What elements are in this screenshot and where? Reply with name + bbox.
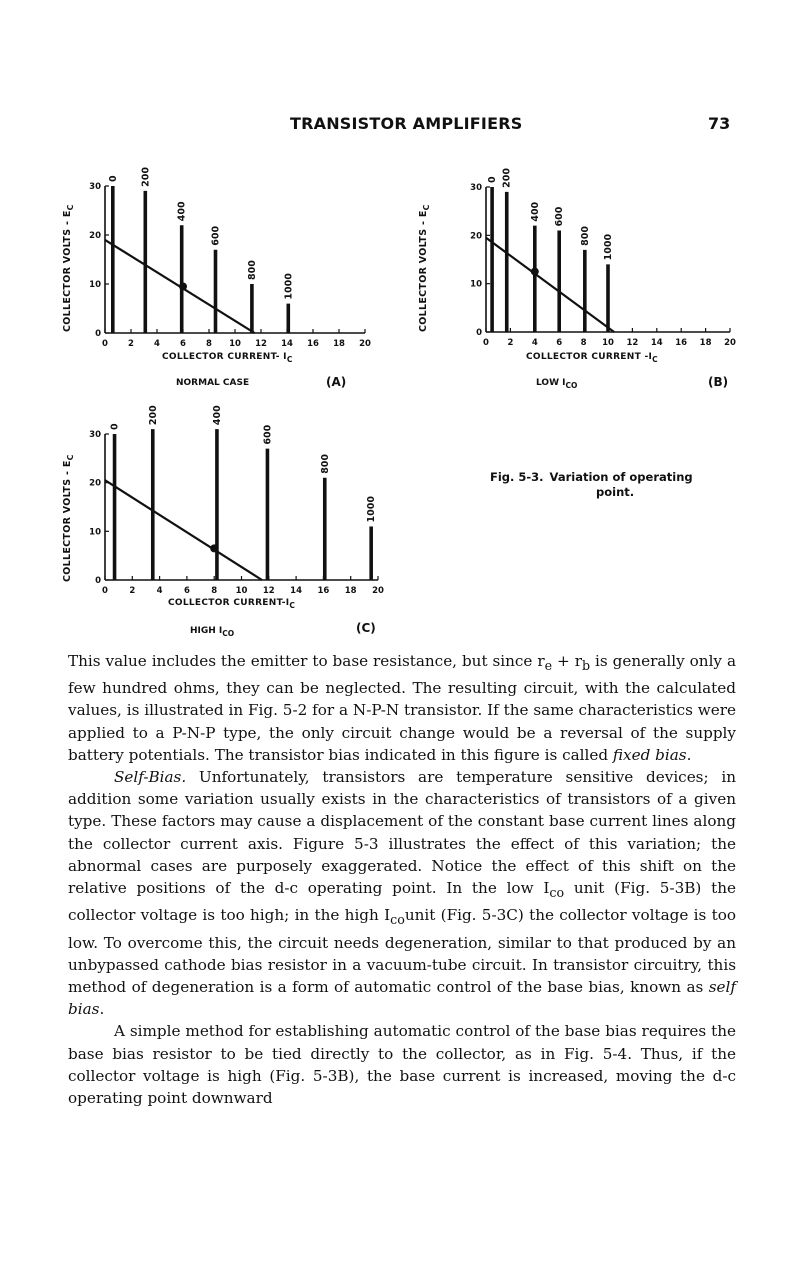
x-tick-label: 20 <box>359 339 371 349</box>
x-tick-label: 6 <box>556 338 563 348</box>
y-tick-label: 20 <box>470 231 482 242</box>
panel-label: (A) <box>326 375 347 389</box>
base-current-label: 800 <box>579 225 591 246</box>
x-tick-label: 8 <box>580 338 587 348</box>
y-axis-label: COLLECTOR VOLTS - $E_C$ <box>62 204 75 332</box>
x-tick-label: 14 <box>650 338 663 348</box>
y-tick-label: 10 <box>470 279 482 290</box>
chart-caption: NORMAL CASE <box>176 378 250 388</box>
base-current-label: 0 <box>109 423 121 430</box>
running-title: TRANSISTOR AMPLIFIERS <box>290 114 523 133</box>
section-heading-self-bias: Self-Bias. <box>114 768 187 787</box>
y-tick-label: 20 <box>89 231 101 241</box>
y-tick-label: 10 <box>89 280 101 290</box>
operating-point <box>210 544 218 552</box>
x-tick-label: 2 <box>128 339 134 349</box>
figure-caption <box>490 470 740 500</box>
y-tick-label: 0 <box>476 328 482 338</box>
y-tick-label: 30 <box>89 182 101 192</box>
x-tick-label: 8 <box>206 339 212 349</box>
base-current-label: 400 <box>211 405 223 426</box>
paragraph-2: Self-Bias. Unfortunately, transistors are temperature sensitive devices; in addition some variation usually exists in the characteristics of transistors of a given type. These factors may cause a displacement of the constant base current lines along the collector current axis. Figure 5-3 illustrates the effect of this variation; the abnormal cases are purposely exaggerated. Notice the effect of this shift on the relative positions of the d-c operating point. In the low $I_{co}$ unit (Fig. 5-3B) the collector voltage is too high; in the high $I_{co}unit$ (Fig. 5-3C) the collector voltage is too low. To overcome this, the circuit needs degeneration, similar to that produced by an unbypassed cathode bias resistor in a vacuum-tube circuit. In transistor circuitry, this method of degeneration is a form of automatic control of the base bias, known as self bias. <box>68 768 736 1019</box>
base-current-label: 800 <box>246 260 258 280</box>
x-tick-label: 0 <box>102 586 108 596</box>
x-tick-label: 12 <box>255 339 267 349</box>
x-tick-label: 14 <box>281 339 293 349</box>
x-tick-label: 10 <box>229 339 241 349</box>
base-current-label: 0 <box>107 175 119 182</box>
x-tick-label: 10 <box>602 338 614 348</box>
base-current-label: 1000 <box>283 273 295 300</box>
x-tick-label: 2 <box>129 586 136 596</box>
x-tick-label: 0 <box>102 339 108 349</box>
x-tick-label: 0 <box>483 338 489 348</box>
operating-point <box>531 268 539 276</box>
x-tick-label: 18 <box>699 338 712 348</box>
x-axis-label: COLLECTOR CURRENT- $I_C$ <box>162 352 293 364</box>
base-current-label: 600 <box>554 206 566 227</box>
page-number: 73 <box>708 114 731 133</box>
y-axis-label: COLLECTOR VOLTS - $E_C$ <box>418 204 431 332</box>
panel-label: (C) <box>356 621 376 635</box>
chart-high-ico <box>60 400 400 650</box>
y-tick-label: 0 <box>95 576 101 586</box>
x-tick-label: 6 <box>180 339 186 349</box>
chart-low-ico <box>416 150 746 400</box>
y-tick-label: 0 <box>95 329 101 339</box>
base-current-label: 400 <box>529 201 541 222</box>
x-tick-label: 4 <box>154 339 160 349</box>
base-current-label: 1000 <box>603 233 614 261</box>
load-line <box>105 480 262 580</box>
base-current-label: 200 <box>147 405 159 426</box>
base-current-label: 600 <box>210 225 222 246</box>
chart-caption: LOW $I_{CO}$ <box>536 378 578 390</box>
x-tick-label: 4 <box>156 586 163 596</box>
chart-plot <box>60 150 390 360</box>
base-current-label: 600 <box>262 424 274 445</box>
y-tick-label: 10 <box>89 527 101 538</box>
chart-plot <box>416 150 746 360</box>
chart-normal-case <box>60 150 390 400</box>
x-axis-label: COLLECTOR CURRENT-$I_C$ <box>168 598 296 610</box>
base-current-label: 800 <box>319 453 331 474</box>
figure-number: Fig. 5-3. <box>490 470 544 484</box>
x-tick-label: 6 <box>183 586 190 596</box>
x-tick-label: 2 <box>507 338 514 348</box>
base-current-label: 1000 <box>366 496 378 523</box>
x-axis-label: COLLECTOR CURRENT $-I_C$ <box>526 352 658 364</box>
y-tick-label: 30 <box>89 430 101 440</box>
base-current-label: 200 <box>140 167 152 187</box>
y-axis-label: COLLECTOR VOLTS - $E_C$ <box>62 454 75 582</box>
chart-plot <box>60 400 400 610</box>
base-current-label: 0 <box>487 176 499 183</box>
y-tick-label: 20 <box>89 478 101 489</box>
x-tick-label: 12 <box>262 586 275 596</box>
figure-caption-line1: Variation of operating <box>549 470 693 484</box>
base-current-label: 400 <box>176 201 188 222</box>
x-tick-label: 8 <box>211 586 218 596</box>
panel-label: (B) <box>708 375 729 389</box>
x-tick-label: 20 <box>724 338 736 348</box>
x-tick-label: 16 <box>675 338 688 348</box>
y-tick-label: 30 <box>470 183 482 193</box>
running-header <box>0 112 786 138</box>
x-tick-label: 20 <box>372 586 384 596</box>
x-tick-label: 16 <box>307 339 319 349</box>
base-current-label: 200 <box>501 167 513 188</box>
operating-point <box>179 282 187 290</box>
x-tick-label: 18 <box>333 339 345 349</box>
x-tick-label: 14 <box>290 586 303 596</box>
x-tick-label: 16 <box>317 586 330 596</box>
figure-caption-line2: point. <box>596 485 635 499</box>
paragraph-3: A simple method for establishing automatic control of the base bias requires the base bias resistor to be tied directly to the collector, as in Fig. 5-4. Thus, if the collector voltage is high (Fig. 5-3B), the base current is increased, moving the d-c operating point downward <box>68 1022 736 1107</box>
x-tick-label: 12 <box>626 338 639 348</box>
x-tick-label: 18 <box>344 586 357 596</box>
x-tick-label: 10 <box>235 586 248 596</box>
paragraph-1: This value includes the emitter to base resistance, but since $r_e + r_b$ is generally only a few hundred ohms, they can be neglected. The resulting circuit, with the calculated values, is illustrated in Fig. 5-2 for a N-P-N transistor. If the same characteristics were applied to a P-N-P type, the only circuit change would be a reversal of the supply battery potentials. The transistor bias indicated in this figure is called fixed bias. <box>68 652 736 764</box>
body-text <box>68 650 736 1109</box>
chart-caption: HIGH $I_{CO}$ <box>190 626 235 638</box>
x-tick-label: 4 <box>531 338 538 348</box>
